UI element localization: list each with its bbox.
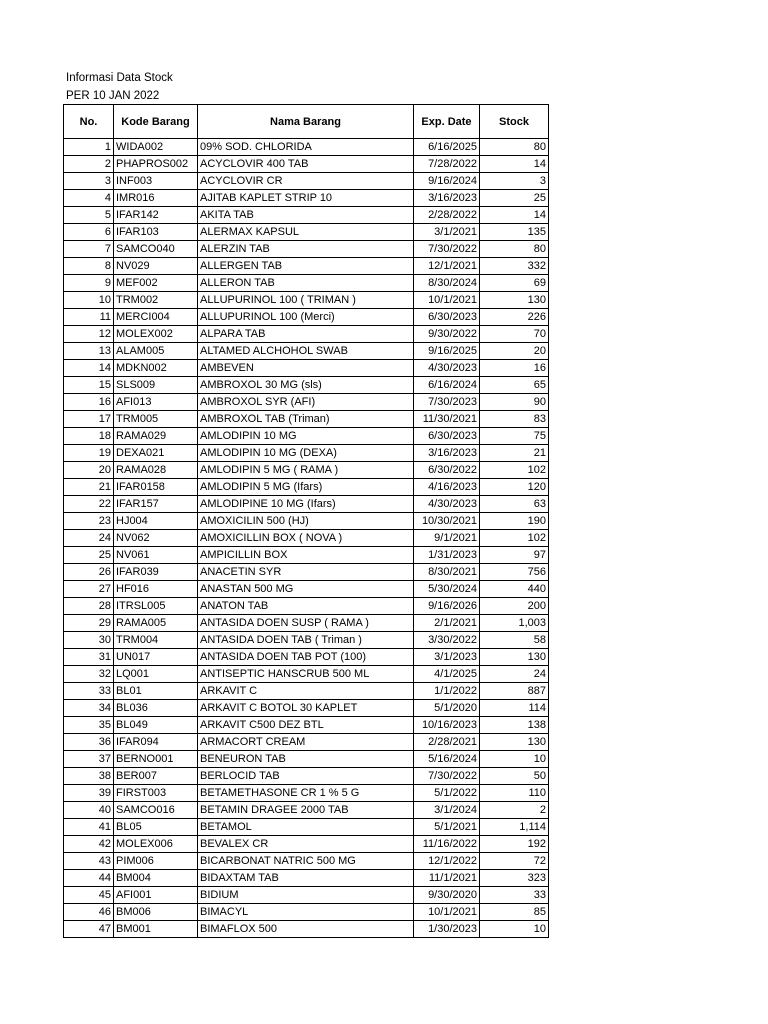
cell-exp-date: 6/30/2022 (414, 462, 480, 479)
table-row (64, 921, 549, 938)
cell-stock: 80 (480, 241, 549, 258)
cell-kode-barang: PHAPROS002 (114, 156, 198, 173)
table-row (64, 326, 549, 343)
table-row (64, 445, 549, 462)
cell-no: 1 (64, 139, 114, 156)
cell-stock: 114 (480, 700, 549, 717)
cell-kode-barang: FIRST003 (114, 785, 198, 802)
cell-nama-barang: AMPICILLIN BOX (198, 547, 414, 564)
cell-no: 12 (64, 326, 114, 343)
cell-nama-barang: ARKAVIT C BOTOL 30 KAPLET (198, 700, 414, 717)
table-row (64, 428, 549, 445)
cell-stock: 80 (480, 139, 549, 156)
cell-no: 42 (64, 836, 114, 853)
cell-no: 7 (64, 241, 114, 258)
cell-exp-date: 9/16/2024 (414, 173, 480, 190)
table-row (64, 666, 549, 683)
cell-exp-date: 10/30/2021 (414, 513, 480, 530)
cell-kode-barang: HJ004 (114, 513, 198, 530)
cell-nama-barang: ANTISEPTIC HANSCRUB 500 ML (198, 666, 414, 683)
cell-no: 39 (64, 785, 114, 802)
table-row (64, 496, 549, 513)
cell-no: 38 (64, 768, 114, 785)
table-row (64, 683, 549, 700)
cell-kode-barang: NV061 (114, 547, 198, 564)
header-stock: Stock (480, 105, 549, 139)
cell-no: 4 (64, 190, 114, 207)
cell-exp-date: 4/1/2025 (414, 666, 480, 683)
cell-kode-barang: MERCI004 (114, 309, 198, 326)
table-row (64, 547, 549, 564)
cell-exp-date: 12/1/2022 (414, 853, 480, 870)
table-row (64, 258, 549, 275)
cell-nama-barang: BETAMETHASONE CR 1 % 5 G (198, 785, 414, 802)
table-row (64, 751, 549, 768)
cell-stock: 21 (480, 445, 549, 462)
cell-exp-date: 2/28/2021 (414, 734, 480, 751)
cell-no: 27 (64, 581, 114, 598)
cell-no: 35 (64, 717, 114, 734)
table-row (64, 564, 549, 581)
cell-no: 33 (64, 683, 114, 700)
table-row (64, 598, 549, 615)
cell-nama-barang: BIDAXTAM TAB (198, 870, 414, 887)
table-row (64, 717, 549, 734)
cell-exp-date: 6/16/2025 (414, 139, 480, 156)
table-row (64, 462, 549, 479)
header-nama-barang: Nama Barang (198, 105, 414, 139)
cell-exp-date: 6/30/2023 (414, 309, 480, 326)
cell-kode-barang: IFAR094 (114, 734, 198, 751)
table-row (64, 394, 549, 411)
cell-stock: 97 (480, 547, 549, 564)
cell-kode-barang: BL05 (114, 819, 198, 836)
cell-exp-date: 3/1/2021 (414, 224, 480, 241)
cell-exp-date: 9/30/2020 (414, 887, 480, 904)
table-row (64, 632, 549, 649)
cell-nama-barang: 09% SOD. CHLORIDA (198, 139, 414, 156)
cell-no: 36 (64, 734, 114, 751)
cell-exp-date: 5/1/2020 (414, 700, 480, 717)
stock-table (63, 104, 549, 938)
cell-nama-barang: AMBROXOL TAB (Triman) (198, 411, 414, 428)
cell-nama-barang: ARKAVIT C500 DEZ BTL (198, 717, 414, 734)
cell-no: 17 (64, 411, 114, 428)
cell-stock: 10 (480, 751, 549, 768)
table-row (64, 615, 549, 632)
cell-kode-barang: MDKN002 (114, 360, 198, 377)
cell-no: 14 (64, 360, 114, 377)
table-row (64, 377, 549, 394)
cell-stock: 756 (480, 564, 549, 581)
cell-exp-date: 9/16/2025 (414, 343, 480, 360)
cell-nama-barang: ALTAMED ALCHOHOL SWAB (198, 343, 414, 360)
cell-no: 23 (64, 513, 114, 530)
cell-exp-date: 3/1/2023 (414, 649, 480, 666)
cell-stock: 130 (480, 649, 549, 666)
cell-kode-barang: IFAR103 (114, 224, 198, 241)
cell-kode-barang: BL01 (114, 683, 198, 700)
cell-nama-barang: AMOXICILIN 500 (HJ) (198, 513, 414, 530)
cell-kode-barang: RAMA028 (114, 462, 198, 479)
table-row (64, 479, 549, 496)
cell-exp-date: 1/1/2022 (414, 683, 480, 700)
cell-nama-barang: BERLOCID TAB (198, 768, 414, 785)
cell-nama-barang: ANATON TAB (198, 598, 414, 615)
table-row (64, 819, 549, 836)
cell-no: 6 (64, 224, 114, 241)
cell-no: 44 (64, 870, 114, 887)
cell-stock: 33 (480, 887, 549, 904)
cell-nama-barang: ACYCLOVIR 400 TAB (198, 156, 414, 173)
document-subtitle: PER 10 JAN 2022 (66, 90, 160, 102)
cell-no: 26 (64, 564, 114, 581)
cell-nama-barang: ALLERGEN TAB (198, 258, 414, 275)
cell-exp-date: 1/30/2023 (414, 921, 480, 938)
table-row (64, 853, 549, 870)
cell-stock: 130 (480, 292, 549, 309)
header-no: No. (64, 105, 114, 139)
cell-nama-barang: ALLERON TAB (198, 275, 414, 292)
cell-stock: 90 (480, 394, 549, 411)
cell-stock: 440 (480, 581, 549, 598)
cell-no: 24 (64, 530, 114, 547)
cell-stock: 3 (480, 173, 549, 190)
cell-stock: 65 (480, 377, 549, 394)
cell-stock: 110 (480, 785, 549, 802)
table-row (64, 904, 549, 921)
cell-kode-barang: RAMA005 (114, 615, 198, 632)
table-row (64, 870, 549, 887)
cell-kode-barang: TRM005 (114, 411, 198, 428)
cell-nama-barang: BIDIUM (198, 887, 414, 904)
cell-stock: 58 (480, 632, 549, 649)
cell-nama-barang: AMBROXOL 30 MG (sls) (198, 377, 414, 394)
cell-stock: 200 (480, 598, 549, 615)
cell-no: 10 (64, 292, 114, 309)
cell-nama-barang: AMOXICILLIN BOX ( NOVA ) (198, 530, 414, 547)
cell-nama-barang: ANACETIN SYR (198, 564, 414, 581)
table-row (64, 139, 549, 156)
cell-exp-date: 6/30/2023 (414, 428, 480, 445)
cell-nama-barang: ALERZIN TAB (198, 241, 414, 258)
cell-stock: 63 (480, 496, 549, 513)
cell-nama-barang: BETAMIN DRAGEE 2000 TAB (198, 802, 414, 819)
cell-no: 15 (64, 377, 114, 394)
cell-kode-barang: PIM006 (114, 853, 198, 870)
cell-no: 20 (64, 462, 114, 479)
cell-nama-barang: BETAMOL (198, 819, 414, 836)
cell-kode-barang: IFAR142 (114, 207, 198, 224)
cell-nama-barang: AJITAB KAPLET STRIP 10 (198, 190, 414, 207)
cell-kode-barang: INF003 (114, 173, 198, 190)
cell-nama-barang: ACYCLOVIR CR (198, 173, 414, 190)
cell-nama-barang: AMLODIPIN 5 MG ( RAMA ) (198, 462, 414, 479)
cell-kode-barang: IFAR0158 (114, 479, 198, 496)
cell-no: 28 (64, 598, 114, 615)
table-body (64, 139, 549, 938)
cell-no: 5 (64, 207, 114, 224)
table-row (64, 275, 549, 292)
cell-no: 2 (64, 156, 114, 173)
cell-exp-date: 7/28/2022 (414, 156, 480, 173)
cell-stock: 16 (480, 360, 549, 377)
table-row (64, 785, 549, 802)
table-row (64, 173, 549, 190)
cell-stock: 226 (480, 309, 549, 326)
cell-nama-barang: BEVALEX CR (198, 836, 414, 853)
cell-nama-barang: ANTASIDA DOEN SUSP ( RAMA ) (198, 615, 414, 632)
cell-kode-barang: UN017 (114, 649, 198, 666)
cell-kode-barang: BERNO001 (114, 751, 198, 768)
cell-kode-barang: AFI013 (114, 394, 198, 411)
table-row (64, 581, 549, 598)
table-row (64, 241, 549, 258)
cell-exp-date: 3/30/2022 (414, 632, 480, 649)
cell-nama-barang: AMLODIPIN 5 MG (Ifars) (198, 479, 414, 496)
cell-exp-date: 6/16/2024 (414, 377, 480, 394)
cell-kode-barang: BM006 (114, 904, 198, 921)
cell-stock: 75 (480, 428, 549, 445)
cell-stock: 1,114 (480, 819, 549, 836)
cell-exp-date: 12/1/2021 (414, 258, 480, 275)
table-row (64, 411, 549, 428)
cell-exp-date: 5/1/2021 (414, 819, 480, 836)
cell-exp-date: 5/30/2024 (414, 581, 480, 598)
cell-exp-date: 7/30/2023 (414, 394, 480, 411)
cell-stock: 83 (480, 411, 549, 428)
cell-kode-barang: BL049 (114, 717, 198, 734)
cell-exp-date: 7/30/2022 (414, 241, 480, 258)
cell-kode-barang: IMR016 (114, 190, 198, 207)
cell-nama-barang: ALPARA TAB (198, 326, 414, 343)
cell-exp-date: 5/16/2024 (414, 751, 480, 768)
cell-kode-barang: BM004 (114, 870, 198, 887)
table-row (64, 292, 549, 309)
header-exp-date: Exp. Date (414, 105, 480, 139)
table-row (64, 343, 549, 360)
header-kode-barang: Kode Barang (114, 105, 198, 139)
cell-kode-barang: SAMCO040 (114, 241, 198, 258)
cell-stock: 2 (480, 802, 549, 819)
cell-no: 41 (64, 819, 114, 836)
cell-stock: 135 (480, 224, 549, 241)
cell-exp-date: 9/1/2021 (414, 530, 480, 547)
cell-nama-barang: ANTASIDA DOEN TAB POT (100) (198, 649, 414, 666)
cell-stock: 14 (480, 156, 549, 173)
cell-kode-barang: DEXA021 (114, 445, 198, 462)
cell-nama-barang: ALERMAX KAPSUL (198, 224, 414, 241)
table-row (64, 190, 549, 207)
cell-stock: 120 (480, 479, 549, 496)
cell-exp-date: 10/1/2021 (414, 292, 480, 309)
table-row (64, 530, 549, 547)
cell-stock: 72 (480, 853, 549, 870)
cell-stock: 130 (480, 734, 549, 751)
cell-exp-date: 10/1/2021 (414, 904, 480, 921)
cell-kode-barang: WIDA002 (114, 139, 198, 156)
cell-nama-barang: AMLODIPIN 10 MG (198, 428, 414, 445)
cell-stock: 1,003 (480, 615, 549, 632)
table-row (64, 309, 549, 326)
cell-no: 16 (64, 394, 114, 411)
cell-exp-date: 9/16/2026 (414, 598, 480, 615)
cell-exp-date: 11/30/2021 (414, 411, 480, 428)
cell-exp-date: 2/28/2022 (414, 207, 480, 224)
cell-exp-date: 9/30/2022 (414, 326, 480, 343)
cell-no: 32 (64, 666, 114, 683)
cell-no: 11 (64, 309, 114, 326)
cell-no: 31 (64, 649, 114, 666)
cell-exp-date: 7/30/2022 (414, 768, 480, 785)
cell-nama-barang: BICARBONAT NATRIC 500 MG (198, 853, 414, 870)
cell-no: 45 (64, 887, 114, 904)
table-row (64, 768, 549, 785)
cell-exp-date: 11/16/2022 (414, 836, 480, 853)
cell-kode-barang: TRM004 (114, 632, 198, 649)
cell-nama-barang: AMLODIPIN 10 MG (DEXA) (198, 445, 414, 462)
cell-stock: 85 (480, 904, 549, 921)
cell-exp-date: 8/30/2024 (414, 275, 480, 292)
cell-stock: 70 (480, 326, 549, 343)
cell-nama-barang: BIMACYL (198, 904, 414, 921)
cell-no: 25 (64, 547, 114, 564)
cell-no: 9 (64, 275, 114, 292)
cell-kode-barang: AFI001 (114, 887, 198, 904)
cell-nama-barang: ANASTAN 500 MG (198, 581, 414, 598)
cell-exp-date: 8/30/2021 (414, 564, 480, 581)
cell-nama-barang: ALLUPURINOL 100 (Merci) (198, 309, 414, 326)
cell-kode-barang: ALAM005 (114, 343, 198, 360)
cell-no: 29 (64, 615, 114, 632)
cell-nama-barang: BIMAFLOX 500 (198, 921, 414, 938)
cell-stock: 25 (480, 190, 549, 207)
cell-exp-date: 3/16/2023 (414, 445, 480, 462)
cell-kode-barang: IFAR157 (114, 496, 198, 513)
cell-stock: 887 (480, 683, 549, 700)
cell-no: 30 (64, 632, 114, 649)
cell-stock: 190 (480, 513, 549, 530)
cell-stock: 102 (480, 530, 549, 547)
table-row (64, 734, 549, 751)
cell-kode-barang: NV029 (114, 258, 198, 275)
table-row (64, 649, 549, 666)
cell-nama-barang: ANTASIDA DOEN TAB ( Triman ) (198, 632, 414, 649)
cell-nama-barang: BENEURON TAB (198, 751, 414, 768)
cell-no: 21 (64, 479, 114, 496)
cell-no: 18 (64, 428, 114, 445)
cell-stock: 332 (480, 258, 549, 275)
cell-kode-barang: LQ001 (114, 666, 198, 683)
table-row (64, 224, 549, 241)
cell-nama-barang: AKITA TAB (198, 207, 414, 224)
cell-no: 8 (64, 258, 114, 275)
cell-kode-barang: MEF002 (114, 275, 198, 292)
document-title: Informasi Data Stock (66, 72, 173, 84)
cell-nama-barang: AMBEVEN (198, 360, 414, 377)
table-row (64, 156, 549, 173)
cell-exp-date: 2/1/2021 (414, 615, 480, 632)
cell-kode-barang: HF016 (114, 581, 198, 598)
table-row (64, 802, 549, 819)
cell-no: 37 (64, 751, 114, 768)
cell-no: 13 (64, 343, 114, 360)
cell-stock: 138 (480, 717, 549, 734)
table-row (64, 887, 549, 904)
cell-no: 22 (64, 496, 114, 513)
cell-kode-barang: TRM002 (114, 292, 198, 309)
cell-kode-barang: IFAR039 (114, 564, 198, 581)
cell-stock: 14 (480, 207, 549, 224)
cell-kode-barang: BER007 (114, 768, 198, 785)
cell-nama-barang: ARMACORT CREAM (198, 734, 414, 751)
cell-exp-date: 3/16/2023 (414, 190, 480, 207)
table-row (64, 836, 549, 853)
cell-exp-date: 4/16/2023 (414, 479, 480, 496)
cell-kode-barang: MOLEX006 (114, 836, 198, 853)
cell-kode-barang: MOLEX002 (114, 326, 198, 343)
cell-kode-barang: RAMA029 (114, 428, 198, 445)
cell-stock: 50 (480, 768, 549, 785)
cell-no: 19 (64, 445, 114, 462)
cell-nama-barang: ALLUPURINOL 100 ( TRIMAN ) (198, 292, 414, 309)
table-row (64, 700, 549, 717)
cell-kode-barang: ITRSL005 (114, 598, 198, 615)
cell-nama-barang: AMBROXOL SYR (AFI) (198, 394, 414, 411)
cell-nama-barang: ARKAVIT C (198, 683, 414, 700)
cell-kode-barang: BM001 (114, 921, 198, 938)
cell-exp-date: 5/1/2022 (414, 785, 480, 802)
cell-stock: 323 (480, 870, 549, 887)
cell-kode-barang: BL036 (114, 700, 198, 717)
cell-no: 40 (64, 802, 114, 819)
table-header-row (64, 105, 549, 139)
cell-no: 46 (64, 904, 114, 921)
cell-no: 43 (64, 853, 114, 870)
cell-kode-barang: NV062 (114, 530, 198, 547)
cell-stock: 192 (480, 836, 549, 853)
cell-stock: 20 (480, 343, 549, 360)
cell-no: 34 (64, 700, 114, 717)
table-row (64, 207, 549, 224)
cell-exp-date: 4/30/2023 (414, 360, 480, 377)
cell-exp-date: 11/1/2021 (414, 870, 480, 887)
table-row (64, 513, 549, 530)
cell-nama-barang: AMLODIPINE 10 MG (Ifars) (198, 496, 414, 513)
cell-stock: 10 (480, 921, 549, 938)
table-row (64, 360, 549, 377)
cell-no: 3 (64, 173, 114, 190)
cell-exp-date: 1/31/2023 (414, 547, 480, 564)
cell-stock: 69 (480, 275, 549, 292)
cell-exp-date: 4/30/2023 (414, 496, 480, 513)
cell-no: 47 (64, 921, 114, 938)
cell-kode-barang: SAMCO016 (114, 802, 198, 819)
cell-exp-date: 3/1/2024 (414, 802, 480, 819)
cell-exp-date: 10/16/2023 (414, 717, 480, 734)
cell-stock: 24 (480, 666, 549, 683)
cell-stock: 102 (480, 462, 549, 479)
cell-kode-barang: SLS009 (114, 377, 198, 394)
